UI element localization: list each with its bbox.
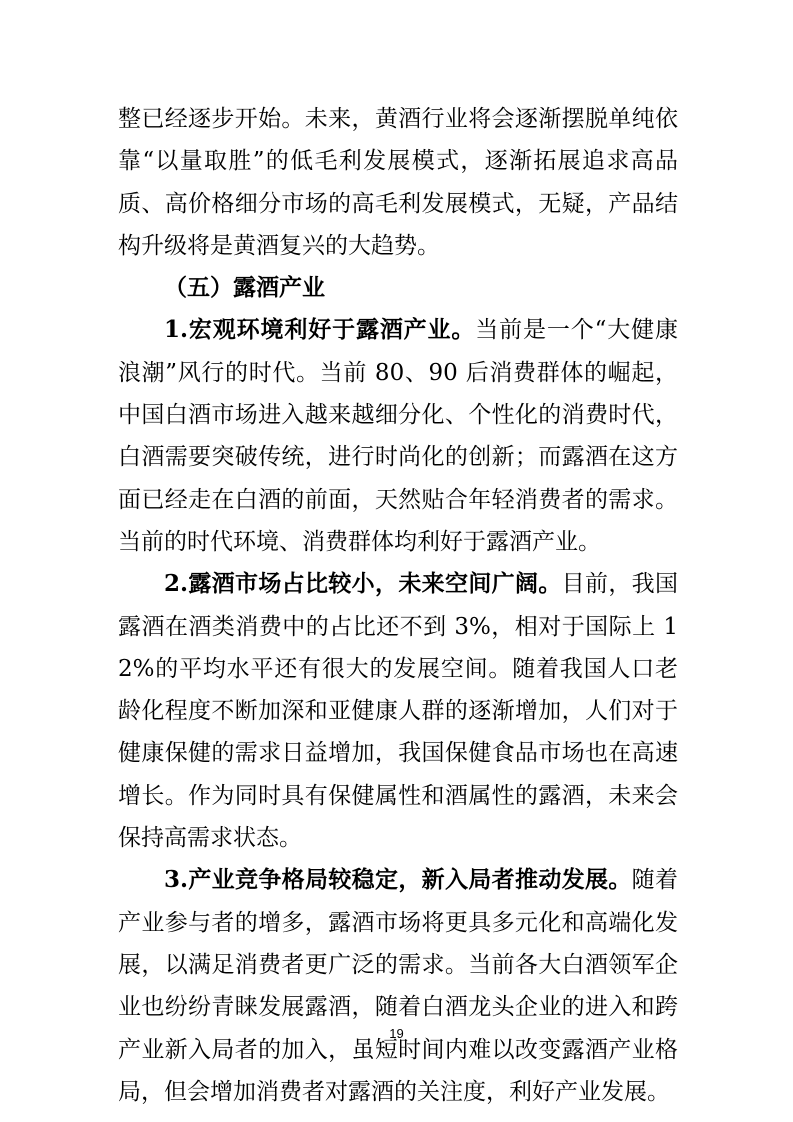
section-heading: （五）露酒产业 <box>164 274 325 302</box>
paragraph-competition <box>118 859 678 1113</box>
paragraph-lead: 3.产业竞争格局较稳定，新入局者推动发展。 <box>164 866 632 894</box>
paragraph-text: 目前，我国露酒在酒类消费中的占比还不到 3%，相对于国际上 12%的平均水平还有很大的发展空间。随着我国人口老龄化程度不断加深和亚健康人群的逐渐增加，人们对于健康保健的需求日益增加，我国保健食品市场也在高速增长。作为同时具有保健属性和酒属性的露酒，未来会保持高需求状态。 <box>118 571 679 852</box>
page-number: 19 <box>389 1026 404 1041</box>
paragraph-continuation <box>118 98 678 267</box>
paragraph-market-share <box>118 563 678 859</box>
paragraph-lead: 1.宏观环境利好于露酒产业。 <box>164 316 476 344</box>
paragraph-text: 随着产业参与者的增多，露酒市场将更具多元化和高端化发展，以满足消费者更广泛的需求。当前各大白酒领军企业也纷纷青睐发展露酒，随着白酒龙头企业的进入和跨产业新入局者的加入，虽短时间内难以改变露酒产业格局，但会增加消费者对露酒的关注度，利好产业发展。 <box>118 867 679 1105</box>
paragraph-text: 当前是一个“大健康浪潮”风行的时代。当前 80、90 后消费群体的崛起，中国白酒市场进入越来越细分化、个性化的消费时代，白酒需要突破传统，进行时尚化的创新；而露酒在这方面已经走在白酒的前面，天然贴合年轻消费者的需求。当前的时代环境、消费群体均利好于露酒产业。 <box>118 317 678 555</box>
paragraph-lead: 2.露酒市场占比较小，未来空间广阔。 <box>164 570 562 598</box>
paragraph-text: 整已经逐步开始。未来，黄酒行业将会逐渐摆脱单纯依靠“以量取胜”的低毛利发展模式，逐渐拓展追求高品质、高价格细分市场的高毛利发展模式，无疑，产品结构升级将是黄酒复兴的大趋势。 <box>118 106 678 259</box>
body-text <box>118 98 678 1113</box>
paragraph-macro-environment <box>118 309 678 563</box>
